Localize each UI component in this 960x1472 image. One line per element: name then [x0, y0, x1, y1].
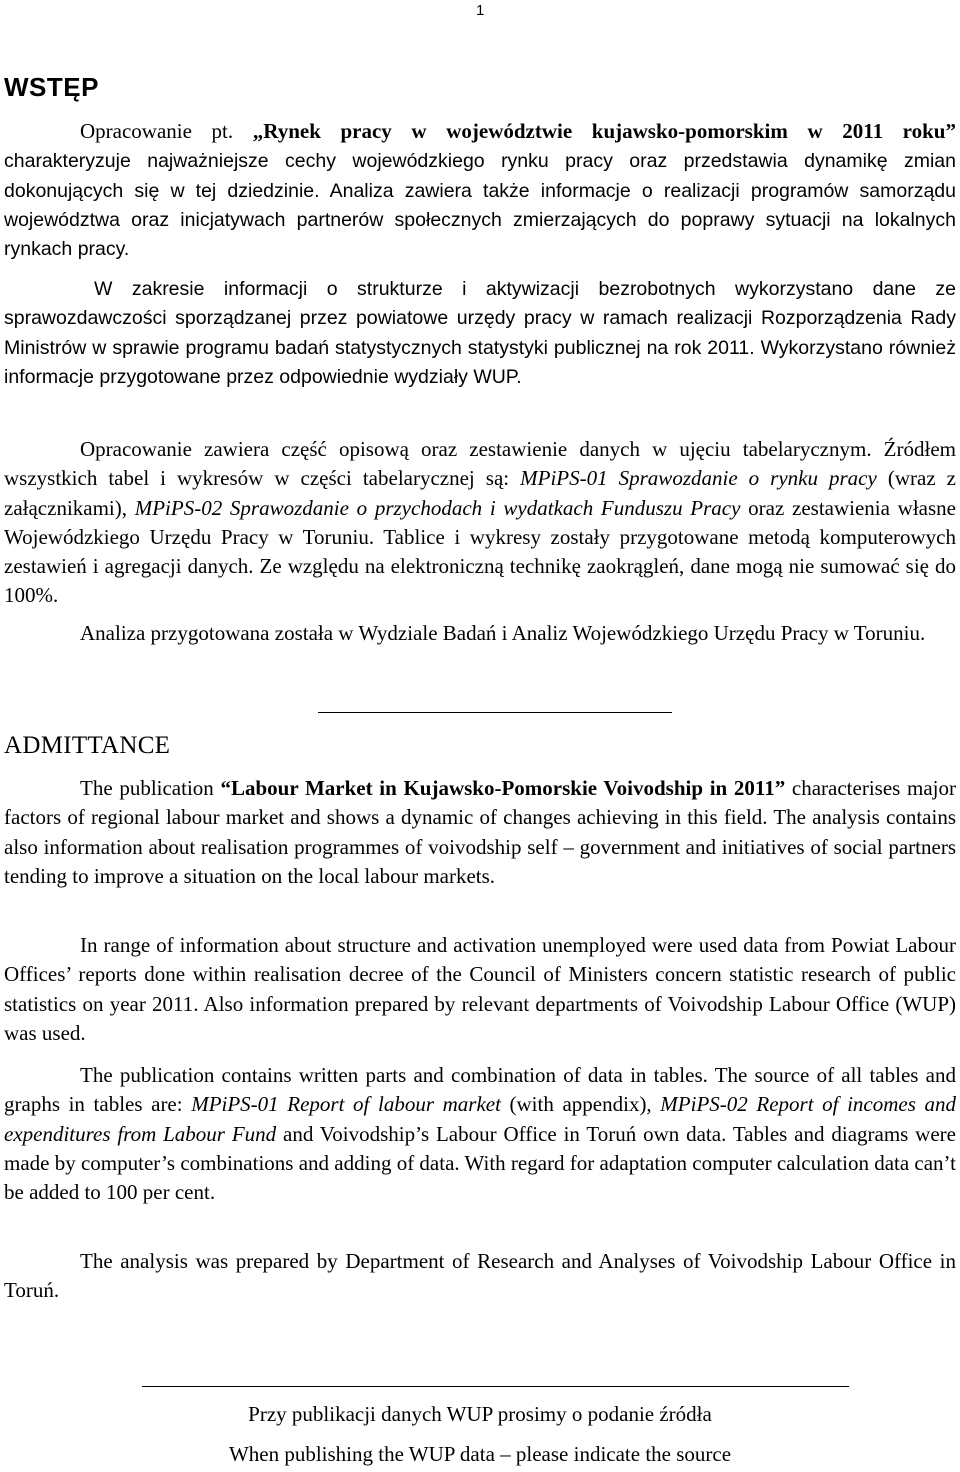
en-source-mpips-02: MPiPS-02 Report of incomes and expenditures from Labour Fund: [4, 1092, 957, 1146]
heading-wstep: WSTĘP: [4, 72, 99, 102]
pl-p3-text-b: (wraz z załącznikami),: [4, 466, 956, 520]
pl-paragraph-1: [4, 117, 956, 264]
footer-divider: [142, 1386, 849, 1387]
section-divider: [318, 712, 672, 713]
pl-p3-text-c: oraz zestawienia własne Wojewódzkiego Urzędu Pracy w Toruniu. Tablice i wykresy zostały przygotowane metodą komputerowych zestawień i agregacji danych. Ze względu na elektroniczną technikę zaokrągleń, dane mogą nie sumować się do 100%.: [4, 495, 956, 608]
en-p3-text-b: (with appendix),: [500, 1092, 661, 1117]
pl-paragraph-4: Analiza przygotowana została w Wydziale Badań i Analiz Wojewódzkiego Urzędu Pracy w Toruniu.: [80, 621, 926, 645]
pl-paragraph-2: W zakresie informacji o strukturze i aktywizacji bezrobotnych wykorzystano dane ze sprawozdawczości sporządzanej przez powiatowe urzędy pracy w ramach realizacji Rozporządzenia Rady Ministrów w sprawie programu badań statystycznych statystyki publicznej na rok 2011. Wykorzystano również informacje przygotowane przez odpowiednie wydziały WUP.: [4, 278, 956, 388]
en-source-mpips-01: MPiPS-01 Report of labour market: [191, 1092, 501, 1117]
en-p3-text-c: and Voivodship’s Labour Office in Toruń own data. Tables and diagrams were made by computer’s combinations and adding of data. With regard for adaptation computer calculation data can’t be added to 100 per cent.: [4, 1121, 957, 1205]
footer-note-en: When publishing the WUP data – please indicate the source: [228, 1442, 732, 1466]
en-p1-text: characterises major factors of regional labour market and shows a dynamic of changes achieving in this field. The analysis contains also information about realisation programmes of voivodship self – government and initiatives of social partners tending to improve a situation on the local labour markets.: [4, 776, 956, 888]
pl-source-mpips-02: MPiPS-02 Sprawozdanie o przychodach i wydatkach Funduszu Pracy: [134, 495, 741, 520]
heading-admittance: ADMITTANCE: [4, 732, 171, 759]
en-paragraph-3: [4, 1061, 956, 1207]
pl-p1-intro: Opracowanie pt.: [80, 119, 253, 143]
en-p1-intro: The publication: [80, 776, 221, 800]
pl-paragraph-3: [4, 435, 956, 611]
page-number: 1: [476, 2, 485, 19]
pl-publication-title: „Rynek pracy w województwie kujawsko-pomorskim w 2011 roku”: [252, 119, 956, 143]
en-paragraph-4: The analysis was prepared by Department of Research and Analyses of Voivodship Labour Office in Toruń.: [4, 1249, 956, 1303]
footer-note-pl: Przy publikacji danych WUP prosimy o podanie źródła: [248, 1402, 712, 1426]
en-paragraph-1: [4, 774, 956, 891]
en-p3-text-a: The publication contains written parts and combination of data in tables. The source of all tables and graphs in tables are:: [4, 1063, 956, 1117]
pl-p1-text: charakteryzuje najważniejsze cechy wojewódzkiego rynku pracy oraz przedstawia dynamikę zmian dokonujących się w tej dziedzinie. Analiza zawiera także informacje o realizacji programów samorządu województwa oraz inicjatywach partnerów społecznych zmierzających do poprawy sytuacji na lokalnych rynkach pracy.: [4, 150, 956, 261]
pl-source-mpips-01: MPiPS-01 Sprawozdanie o rynku pracy: [520, 466, 877, 491]
en-publication-title: “Labour Market in Kujawsko-Pomorskie Voivodship in 2011”: [220, 776, 786, 800]
pl-p3-text-a: Opracowanie zawiera część opisową oraz zestawienie danych w ujęciu tabelarycznym. Źródłem wszystkich tabel i wykresów w części tabelarycznej są:: [4, 437, 956, 491]
en-paragraph-2: In range of information about structure and activation unemployed were used data from Powiat Labour Offices’ reports done within realisation decree of the Council of Ministers concern statistic research of public statistics on year 2011. Also information prepared by relevant departments of Voivodship Labour Office (WUP) was used.: [4, 933, 956, 1045]
